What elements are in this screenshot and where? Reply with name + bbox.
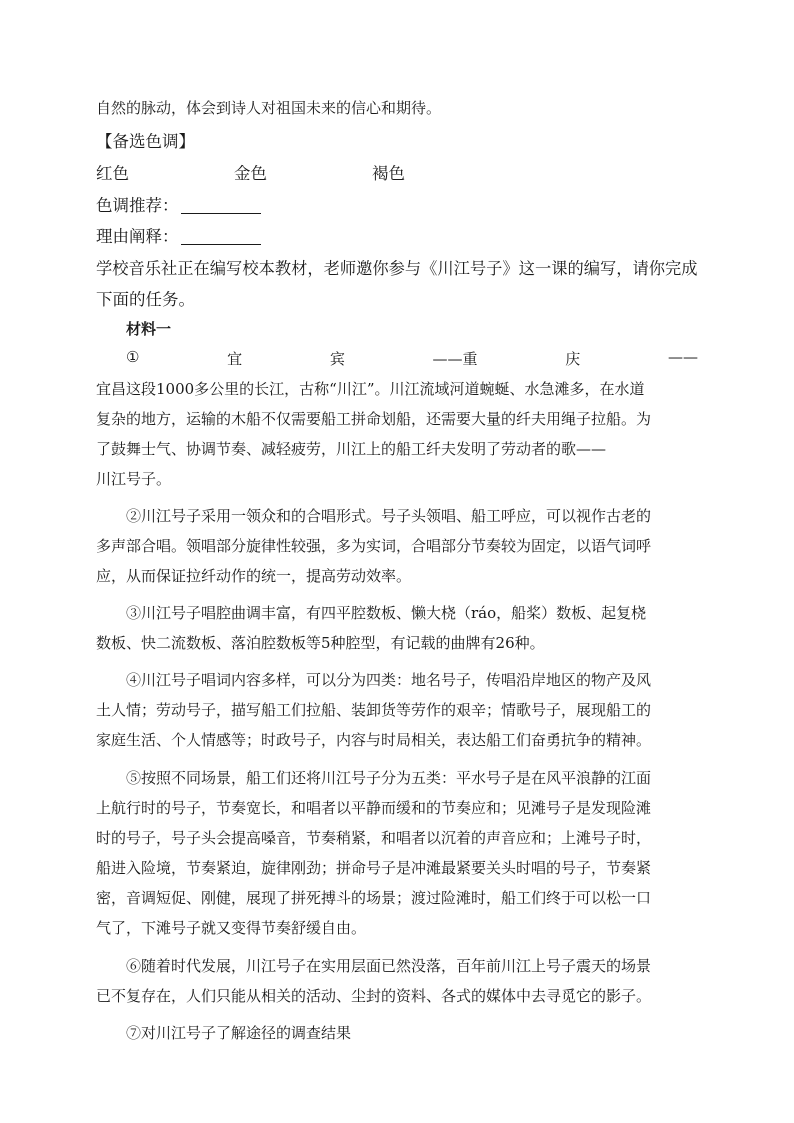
task-line-2: 下面的任务。 <box>96 290 195 309</box>
p1-token: 宜 <box>227 350 243 368</box>
material-title: 材料一 <box>126 320 172 338</box>
color-option-brown: 褐色 <box>372 164 405 183</box>
p2-line: ②川江号子采用一领众和的合唱形式。号子头领唱、船工呼应，可以视作古老的 <box>126 507 652 525</box>
recommend-label: 色调推荐： <box>96 196 179 215</box>
recommend-answer-blank[interactable] <box>181 197 261 214</box>
p1-token: —— <box>667 348 698 366</box>
p1-first-line <box>126 348 698 369</box>
reason-answer-blank[interactable] <box>181 228 261 245</box>
p3-line: ③川江号子唱腔曲调丰富，有四平腔数板、懒大桡（ráo，船桨）数板、起复桡 <box>126 604 647 622</box>
p1-line: 川江号子。 <box>96 470 172 488</box>
p3-line: 数板、快二流数板、落泊腔数板等5种腔型，有记载的曲牌有26种。 <box>96 634 545 652</box>
p1-line: 了鼓舞士气、协调节奏、减轻疲劳，川江上的船工纤夫发明了劳动者的歌—— <box>96 440 607 458</box>
p5-line: 密，音调短促、刚健，展现了拼死搏斗的场景；渡过险滩时，船工们终于可以松一口 <box>96 889 652 907</box>
p7-line: ⑦对川江号子了解途径的调查结果 <box>126 1024 352 1042</box>
p5-line: 上航行时的号子，节奏宽长，和唱者以平静而缓和的节奏应和；见滩号子是发现险滩 <box>96 799 652 817</box>
color-heading: 【备选色调】 <box>96 132 195 151</box>
p2-line: 多声部合唱。领唱部分旋律性较强，多为实词，合唱部分节奏较为固定，以语气词呼 <box>96 537 652 555</box>
p1-token: 宾 <box>329 350 345 368</box>
p5-line: 气了，下滩号子就又变得节奏舒缓自由。 <box>96 919 367 937</box>
p1-token: 庆 <box>565 350 581 368</box>
p1-line: 复杂的地方，运输的木船不仅需要船工拼命划船，还需要大量的纤夫用绳子拉船。为 <box>96 410 652 428</box>
p5-line: ⑤按照不同场景，船工们还将川江号子分为五类：平水号子是在风平浪静的江面 <box>126 769 652 787</box>
p4-line: 家庭生活、个人情感等；时政号子，内容与时局相关，表达船工们奋勇抗争的精神。 <box>96 731 652 749</box>
p1-token: ——重 <box>432 350 478 368</box>
intro-end-line: 自然的脉动，体会到诗人对祖国未来的信心和期待。 <box>96 99 442 117</box>
p5-line: 时的号子，号子头会提高嗓音，节奏稍紧，和唱者以沉着的声音应和；上滩号子时， <box>96 829 652 847</box>
p5-line: 船进入险境，节奏紧迫，旋律刚劲；拼命号子是冲滩最紧要关头时唱的号子，节奏紧 <box>96 859 652 877</box>
task-line-1: 学校音乐社正在编写校本教材，老师邀你参与《川江号子》这一课的编写，请你完成 <box>96 259 698 278</box>
recommend-row <box>96 192 261 216</box>
color-option-red: 红色 <box>96 164 129 183</box>
p1-token: ① <box>126 348 140 366</box>
p4-line: 土人情；劳动号子，描写船工们拉船、装卸货等劳作的艰辛；情歌号子，展现船工的 <box>96 701 652 719</box>
p6-line: 已不复存在，人们只能从相关的活动、尘封的资料、各式的媒体中去寻觅它的影子。 <box>96 987 652 1005</box>
color-option-gold: 金色 <box>234 164 267 183</box>
p1-line: 宜昌这段1000多公里的长江，古称“川江”。川江流域河道蜿蜒、水急滩多，在水道 <box>96 380 645 398</box>
reason-label: 理由阐释： <box>96 227 179 246</box>
p4-line: ④川江号子唱词内容多样，可以分为四类：地名号子，传唱沿岸地区的物产及风 <box>126 671 652 689</box>
p6-line: ⑥随着时代发展，川江号子在实用层面已然没落，百年前川江上号子震天的场景 <box>126 957 652 975</box>
p2-line: 应，从而保证拉纤动作的统一，提高劳动效率。 <box>96 567 412 585</box>
reason-row <box>96 223 261 247</box>
